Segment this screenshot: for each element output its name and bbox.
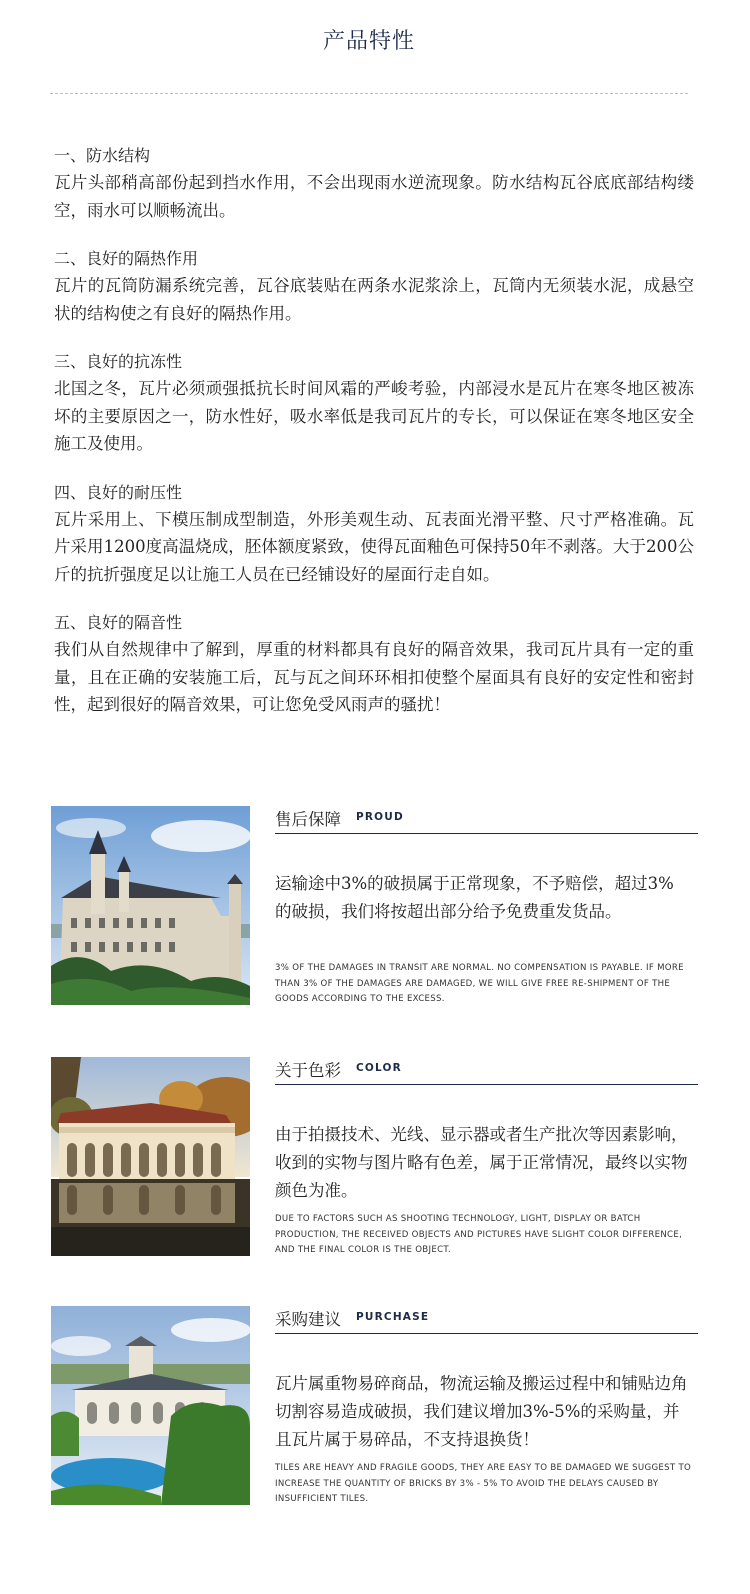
- feature-waterproof: [54, 142, 694, 224]
- feature-insulation: [54, 245, 694, 327]
- feature-frost-resistance: [54, 348, 694, 458]
- feature-body: 瓦片的瓦筒防漏系统完善，瓦谷底装贴在两条水泥浆涂上，瓦筒内无须装水泥，成悬空状的结构使之有良好的隔热作用。: [54, 276, 694, 323]
- info-description-en: DUE TO FACTORS SUCH AS SHOOTING TECHNOLOGY, LIGHT, DISPLAY OR BATCH PRODUCTION, THE RECEIVED OBJECTS AND PICTURES HAVE SLIGHT COLOR DIFFERENCE, AND THE FINAL COLOR IS THE OBJECT.: [275, 1214, 683, 1255]
- info-description-cn: 由于拍摄技术、光线、显示器或者生产批次等因素影响，收到的实物与图片略有色差，属于正常情况，最终以实物颜色为准。: [275, 1125, 688, 1200]
- info-heading: [275, 1306, 698, 1334]
- info-heading: [275, 806, 698, 834]
- feature-body: 我们从自然规律中了解到，厚重的材料都具有良好的隔音效果，我司瓦片具有一定的重量，且在正确的安装施工后，瓦与瓦之间环环相扣使整个屋面具有良好的安定性和密封性，起到很好的隔音效果，可让您免受风雨声的骚扰！: [54, 640, 694, 714]
- info-title-en: COLOR: [356, 1062, 402, 1074]
- resort-photo: [51, 1306, 250, 1505]
- info-block-proud: [51, 806, 699, 1006]
- feature-heading: 三、良好的抗冻性: [54, 352, 183, 371]
- info-block-color: [51, 1057, 699, 1257]
- feature-heading: 五、良好的隔音性: [54, 613, 183, 632]
- info-description-cn: 瓦片属重物易碎商品，物流运输及搬运过程中和铺贴边角切割容易造成破损，我们建议增加3%-5%的采购量，并且瓦片属于易碎品，不支持退换货！: [275, 1374, 688, 1449]
- info-description-cn: 运输途中3%的破损属于正常现象，不予赔偿，超过3%的破损，我们将按超出部分给予免费重发货品。: [275, 874, 674, 921]
- info-block-purchase: [51, 1306, 699, 1506]
- info-text: [275, 1057, 698, 1255]
- info-text: [275, 806, 698, 1004]
- info-title-cn: 关于色彩: [275, 1061, 341, 1080]
- feature-heading: 一、防水结构: [54, 146, 151, 165]
- feature-body: 北国之冬，瓦片必须顽强抵抗长时间风霜的严峻考验，内部浸水是瓦片在寒冬地区被冻坏的主要原因之一，防水性好，吸水率低是我司瓦片的专长，可以保证在寒冬地区安全施工及使用。: [54, 379, 694, 453]
- feature-body: 瓦片头部稍高部份起到挡水作用，不会出现雨水逆流现象。防水结构瓦谷底底部结构缕空，雨水可以顺畅流出。: [54, 173, 694, 220]
- feature-heading: 二、良好的隔热作用: [54, 249, 199, 268]
- title-divider: [50, 93, 688, 94]
- feature-body: 瓦片采用上、下模压制成型制造，外形美观生动、瓦表面光滑平整、尺寸严格准确。瓦片采用1200度高温烧成，胚体额度紧致，使得瓦面釉色可保持50年不剥落。大于200公斤的抗折强度足以让施工人员在已经铺设好的屋面行走自如。: [54, 509, 694, 584]
- info-title-en: PROUD: [356, 811, 404, 823]
- info-title-cn: 采购建议: [275, 1310, 341, 1329]
- lakeside-villa-photo: [51, 1057, 250, 1256]
- feature-sound-insulation: [54, 609, 694, 719]
- info-heading: [275, 1057, 698, 1085]
- feature-heading: 四、良好的耐压性: [54, 482, 183, 502]
- info-title-cn: 售后保障: [275, 810, 341, 829]
- feature-pressure-resistance: [54, 479, 694, 589]
- features-section: [54, 142, 694, 740]
- info-text: [275, 1306, 698, 1504]
- info-title-en: PURCHASE: [356, 1311, 430, 1323]
- page-title: 产品特性: [322, 29, 415, 54]
- info-description-en: TILES ARE HEAVY AND FRAGILE GOODS, THEY ARE EASY TO BE DAMAGED WE SUGGEST TO INCREASE THE QUANTITY OF BRICKS BY 3% - 5% TO AVOID THE DELAYS CAUSED BY INSUFFICIENT TILES.: [275, 1463, 692, 1504]
- castle-photo: [51, 806, 250, 1005]
- info-description-en: 3% OF THE DAMAGES IN TRANSIT ARE NORMAL. NO COMPENSATION IS PAYABLE. IF MORE THAN 3% OF THE DAMAGES ARE DAMAGED, WE WILL GIVE FREE RE-SHIPMENT OF THE GOODS ACCORDING TO THE EXCESS.: [275, 963, 684, 1004]
